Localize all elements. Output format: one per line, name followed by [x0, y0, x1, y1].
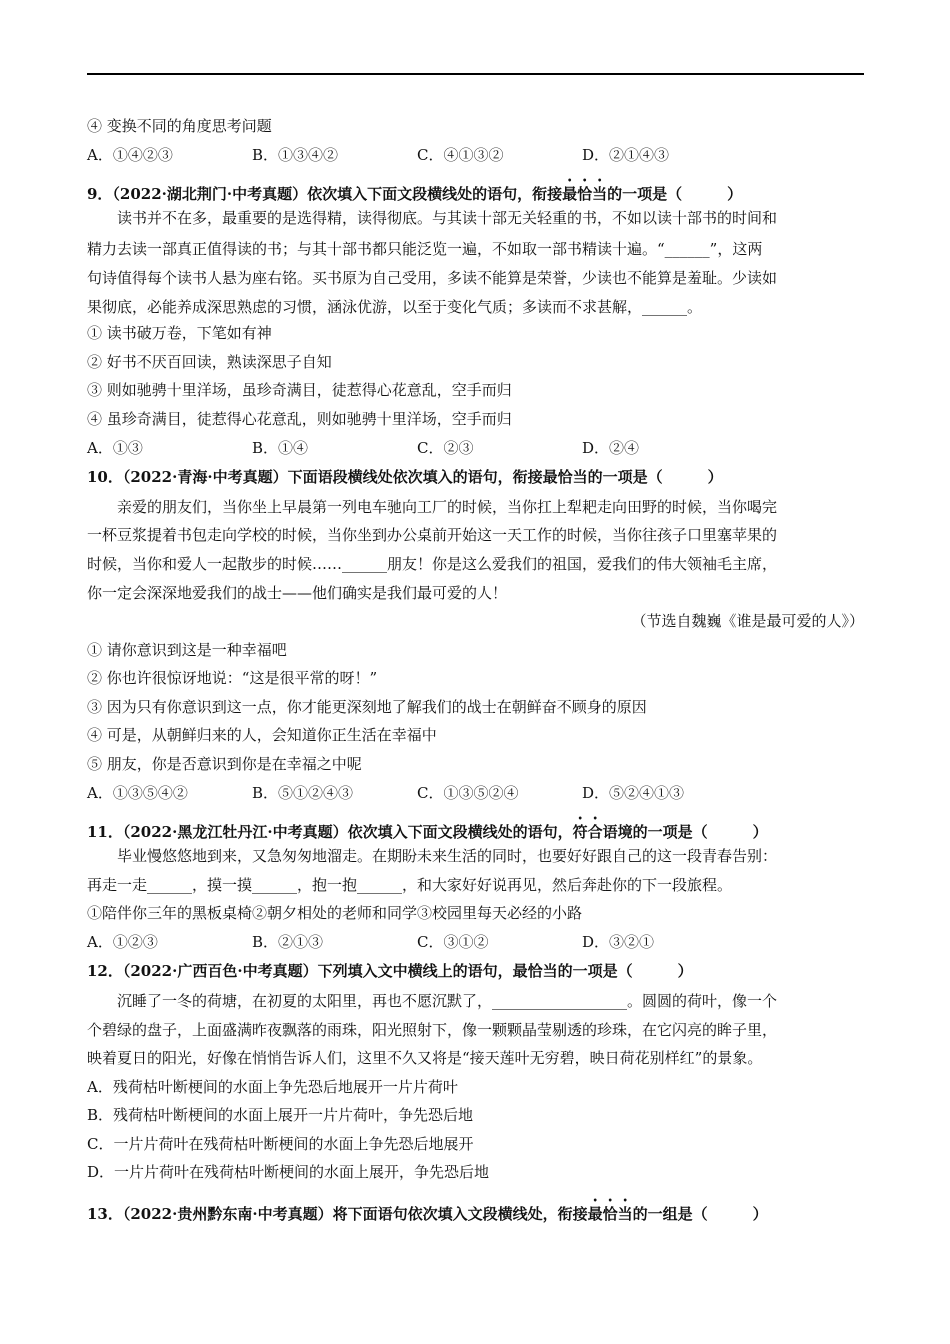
option-b: B．①③④② [252, 146, 339, 164]
option-a: A．①③⑤④② [87, 784, 188, 802]
option-d: D．②④ [582, 439, 640, 457]
q12-passage-line: 映着夏日的阳光，好像在悄悄告诉人们，这里不久又将是“接天莲叶无穷碧，映日荷花别样红”的景象。 [87, 1049, 763, 1067]
q11-items: ①陪伴你三年的黑板桌椅②朝夕相处的老师和同学③校园里每天必经的小路 [87, 904, 583, 922]
q10-item: ② 你也许很惊讶地说：“这是很平常的呀！” [87, 669, 378, 687]
q11-passage-line: 再走一走______，摸一摸______，抱一抱______，和大家好好说再见，然后奔赴你的下一段旅程。 [87, 876, 733, 894]
q10-item: ① 请你意识到这是一种幸福吧 [87, 641, 287, 659]
q9-passage-line: 精力去读一部真正值得读的书；与其十部书都只能泛览一遍，不如取一部书精读十遍。“______”，这两 [87, 240, 763, 258]
q12-option-c: C．一片片荷叶在残荷枯叶断梗间的水面上争先恐后地展开 [87, 1135, 474, 1153]
q10-passage-line: 亲爱的朋友们，当你坐上早晨第一列电车驰向工厂的时候，当你扛上犁耙走向田野的时候，当你喝完 [117, 498, 778, 516]
q10-stem: 10．（2022·青海·中考真题）下面语段横线处依次填入的语句，衔接最恰当的一项是（ ） [87, 468, 723, 486]
q12-passage-line: 个碧绿的盘子，上面盛满昨夜飘落的雨珠，阳光照射下，像一颗颗晶莹剔透的珍珠，在它闪亮的眸子里， [87, 1021, 778, 1039]
option-c: C．①③⑤②④ [417, 784, 519, 802]
q10-passage-line: 你一定会深深地爱我们的战士——他们确实是我们最可爱的人！ [87, 584, 508, 602]
option-d: D．②①④③ [582, 146, 670, 164]
q10-item: ⑤ 朋友，你是否意识到你是在幸福之中呢 [87, 755, 362, 773]
option-b: B．②①③ [252, 933, 324, 951]
option-a: A．①③ [87, 439, 143, 457]
q9-item: ④ 虽珍奇满目，徒惹得心花意乱，则如驰骋十里洋场，空手而归 [87, 410, 512, 428]
option-c: C．②③ [417, 439, 474, 457]
option-d: D．③②① [582, 933, 655, 951]
q10-passage-line: 时候，当你和爱人一起散步的时候……______朋友！你是这么爱我们的祖国，爱我们的伟大领袖毛主席， [87, 555, 778, 573]
q9-item: ① 读书破万卷，下笔如有神 [87, 324, 272, 342]
option-a: A．①②③ [87, 933, 158, 951]
q11-passage-line: 毕业慢悠悠地到来，又急匆匆地溜走。在期盼未来生活的同时，也要好好跟自己的这一段青春告别： [117, 847, 778, 865]
q9-item: ③ 则如驰骋十里洋场，虽珍奇满目，徒惹得心花意乱，空手而归 [87, 381, 512, 399]
q9-passage-line: 果彻底，必能养成深思熟虑的习惯，涵泳优游，以至于变化气质；多读而不求甚解，______。 [87, 298, 703, 316]
q9-passage-line: 句诗值得每个读书人悬为座右铭。买书原为自己受用，多读不能算是荣誉，少读也不能算是羞耻。少读如 [87, 269, 778, 287]
q12-option-a: A．残荷枯叶断梗间的水面上争先恐后地展开一片片荷叶 [87, 1078, 458, 1096]
q10-source: （节选自魏巍《谁是最可爱的人》） [631, 612, 864, 630]
q10-passage-line: 一杯豆浆提着书包走向学校的时候，当你坐到办公桌前开始这一天工作的时候，当你往孩子口里塞苹果的 [87, 526, 778, 544]
q12-option-b: B．残荷枯叶断梗间的水面上展开一片片荷叶，争先恐后地 [87, 1106, 474, 1124]
prev-item-4: ④ 变换不同的角度思考问题 [87, 117, 272, 135]
option-b: B．①④ [252, 439, 309, 457]
option-b: B．⑤①②④③ [252, 784, 354, 802]
q11-stem: 11．（2022·黑龙江牡丹江·中考真题）依次填入下面文段横线处的语句，符合语境的一项是（ ） [87, 823, 768, 841]
option-d: D．⑤②④①③ [582, 784, 685, 802]
q9-stem: 9．（2022·湖北荆门·中考真题）依次填入下面文段横线处的语句，衔接最恰当的一项是（ ） [87, 185, 743, 203]
header-rule [87, 73, 864, 75]
option-c: C．④①③② [417, 146, 504, 164]
option-a: A．①④②③ [87, 146, 173, 164]
q10-item: ④ 可是，从朝鲜归来的人，会知道你正生活在幸福中 [87, 726, 437, 744]
q12-option-d: D．一片片荷叶在残荷枯叶断梗间的水面上展开，争先恐后地 [87, 1163, 490, 1181]
q12-passage-line: 沉睡了一冬的荷塘，在初夏的太阳里，再也不愿沉默了，__________________。圆圆的荷叶，像一个 [117, 992, 778, 1010]
q9-item: ② 好书不厌百回读，熟读深思子自知 [87, 353, 332, 371]
q13-stem: 13．（2022·贵州黔东南·中考真题）将下面语句依次填入文段横线处，衔接最恰当的一组是（ ） [87, 1205, 768, 1223]
option-c: C．③①② [417, 933, 489, 951]
q9-passage-line: 读书并不在多，最重要的是选得精，读得彻底。与其读十部无关轻重的书，不如以读十部书的时间和 [117, 209, 778, 227]
q12-stem: 12．（2022·广西百色·中考真题）下列填入文中横线上的语句，最恰当的一项是（ ） [87, 962, 693, 980]
q10-item: ③ 因为只有你意识到这一点，你才能更深刻地了解我们的战士在朝鲜奋不顾身的原因 [87, 698, 647, 716]
